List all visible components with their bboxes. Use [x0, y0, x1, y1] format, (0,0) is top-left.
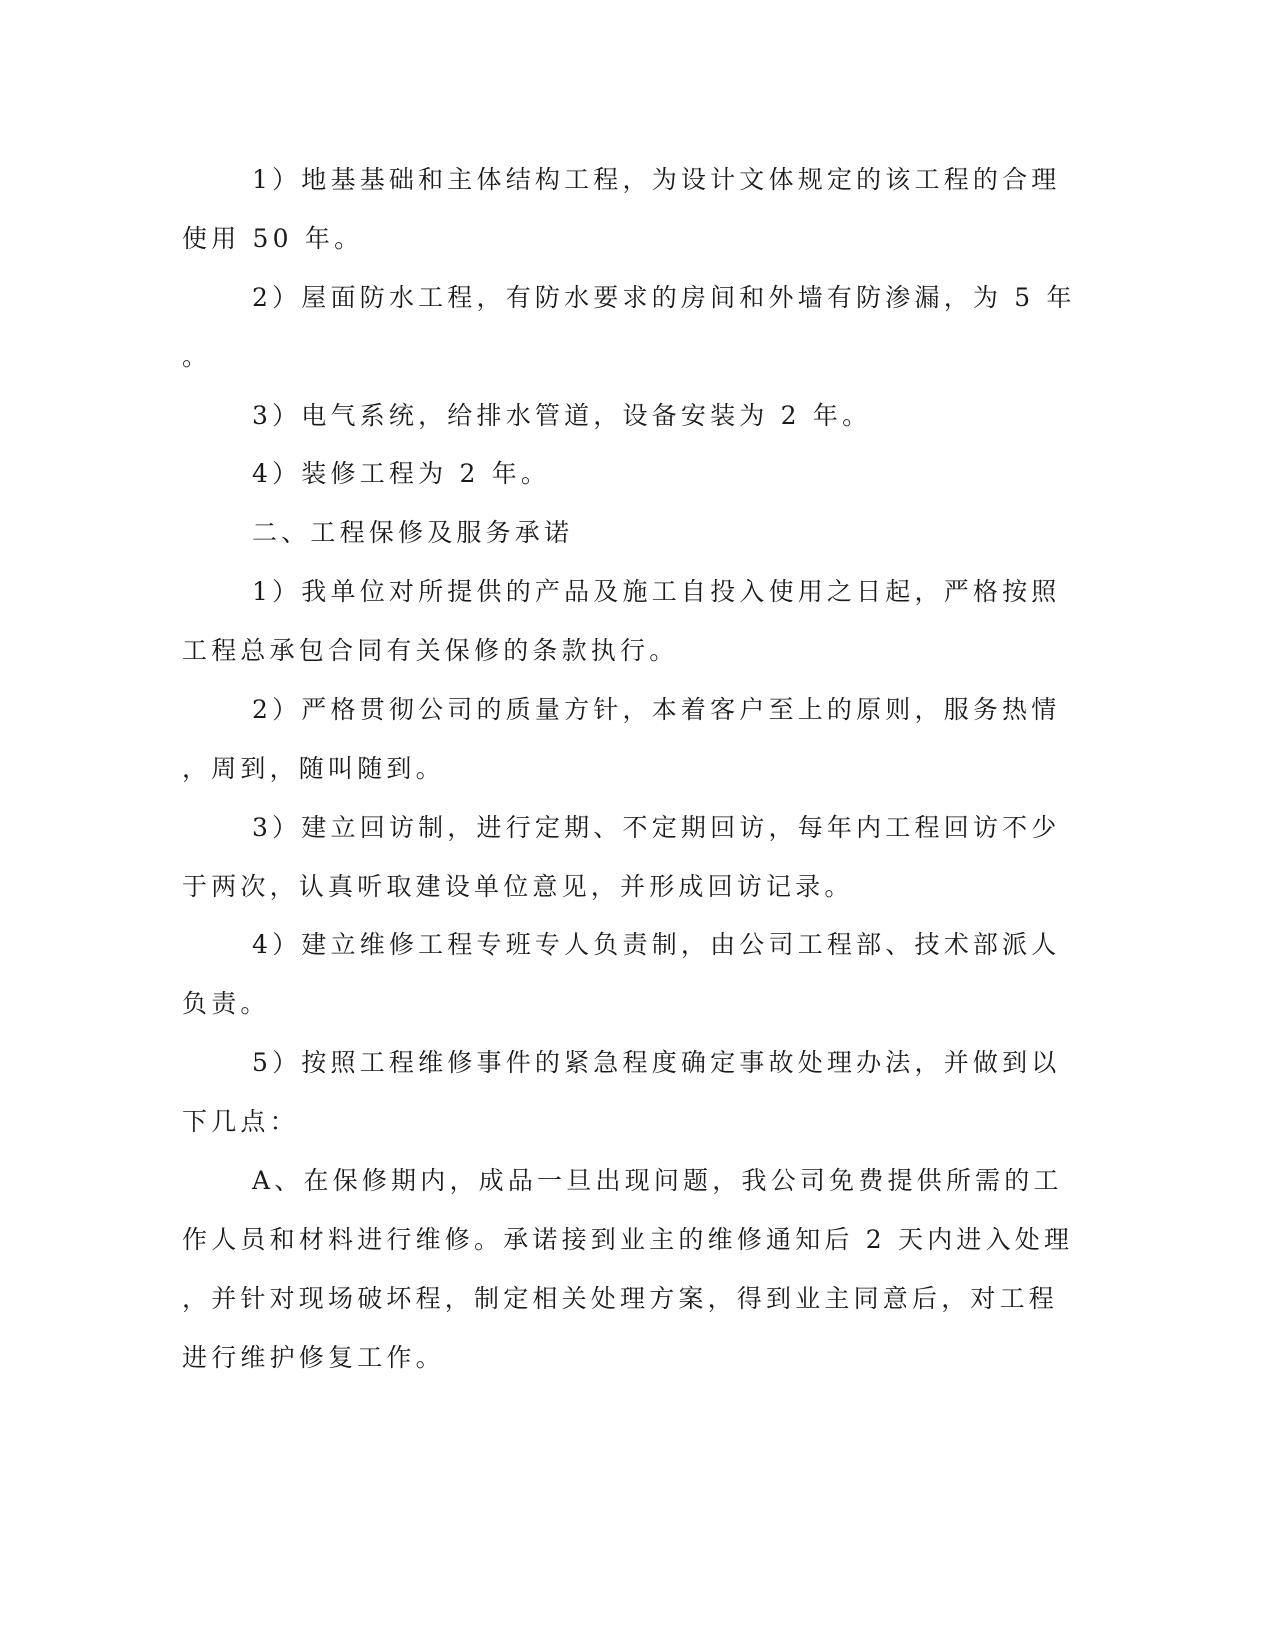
paragraph-line: 1）我单位对所提供的产品及施工自投入使用之日起，严格按照: [252, 577, 1061, 606]
paragraph-line: 2）严格贯彻公司的质量方针，本着客户至上的原则，服务热情: [252, 695, 1061, 724]
paragraph-line: A、在保修期内，成品一旦出现问题，我公司免费提供所需的工: [252, 1166, 1063, 1195]
paragraph-line: 。: [182, 342, 212, 371]
paragraph-line: 工程总承包合同有关保修的条款执行。: [182, 636, 679, 665]
paragraph-line: ，并针对现场破坏程，制定相关处理方案，得到业主同意后，对工程: [182, 1284, 1059, 1313]
paragraph-line: 3）建立回访制，进行定期、不定期回访，每年内工程回访不少: [252, 813, 1061, 842]
paragraph-line: 进行维护修复工作。: [182, 1343, 445, 1372]
paragraph-line: 2）屋面防水工程，有防水要求的房间和外墙有防渗漏，为 5 年: [252, 283, 1076, 312]
paragraph-line: 1）地基基础和主体结构工程，为设计文体规定的该工程的合理: [252, 165, 1061, 194]
paragraph-line: 5）按照工程维修事件的紧急程度确定事故处理办法，并做到以: [252, 1048, 1061, 1077]
paragraph-line: 于两次，认真听取建设单位意见，并形成回访记录。: [182, 872, 854, 901]
paragraph-line: 使用 50 年。: [182, 224, 364, 253]
section-heading: 二、工程保修及服务承诺: [252, 518, 574, 547]
paragraph-line: 负责。: [182, 989, 270, 1018]
paragraph-line: 3）电气系统，给排水管道，设备安装为 2 年。: [252, 401, 872, 430]
paragraph-line: 作人员和材料进行维修。承诺接到业主的维修通知后 2 天内进入处理: [182, 1225, 1074, 1254]
paragraph-line: 4）装修工程为 2 年。: [252, 459, 551, 488]
paragraph-line: 下几点：: [182, 1107, 299, 1136]
paragraph-line: 4）建立维修工程专班专人负责制，由公司工程部、技术部派人: [252, 930, 1061, 959]
paragraph-line: ，周到，随叫随到。: [182, 754, 445, 783]
